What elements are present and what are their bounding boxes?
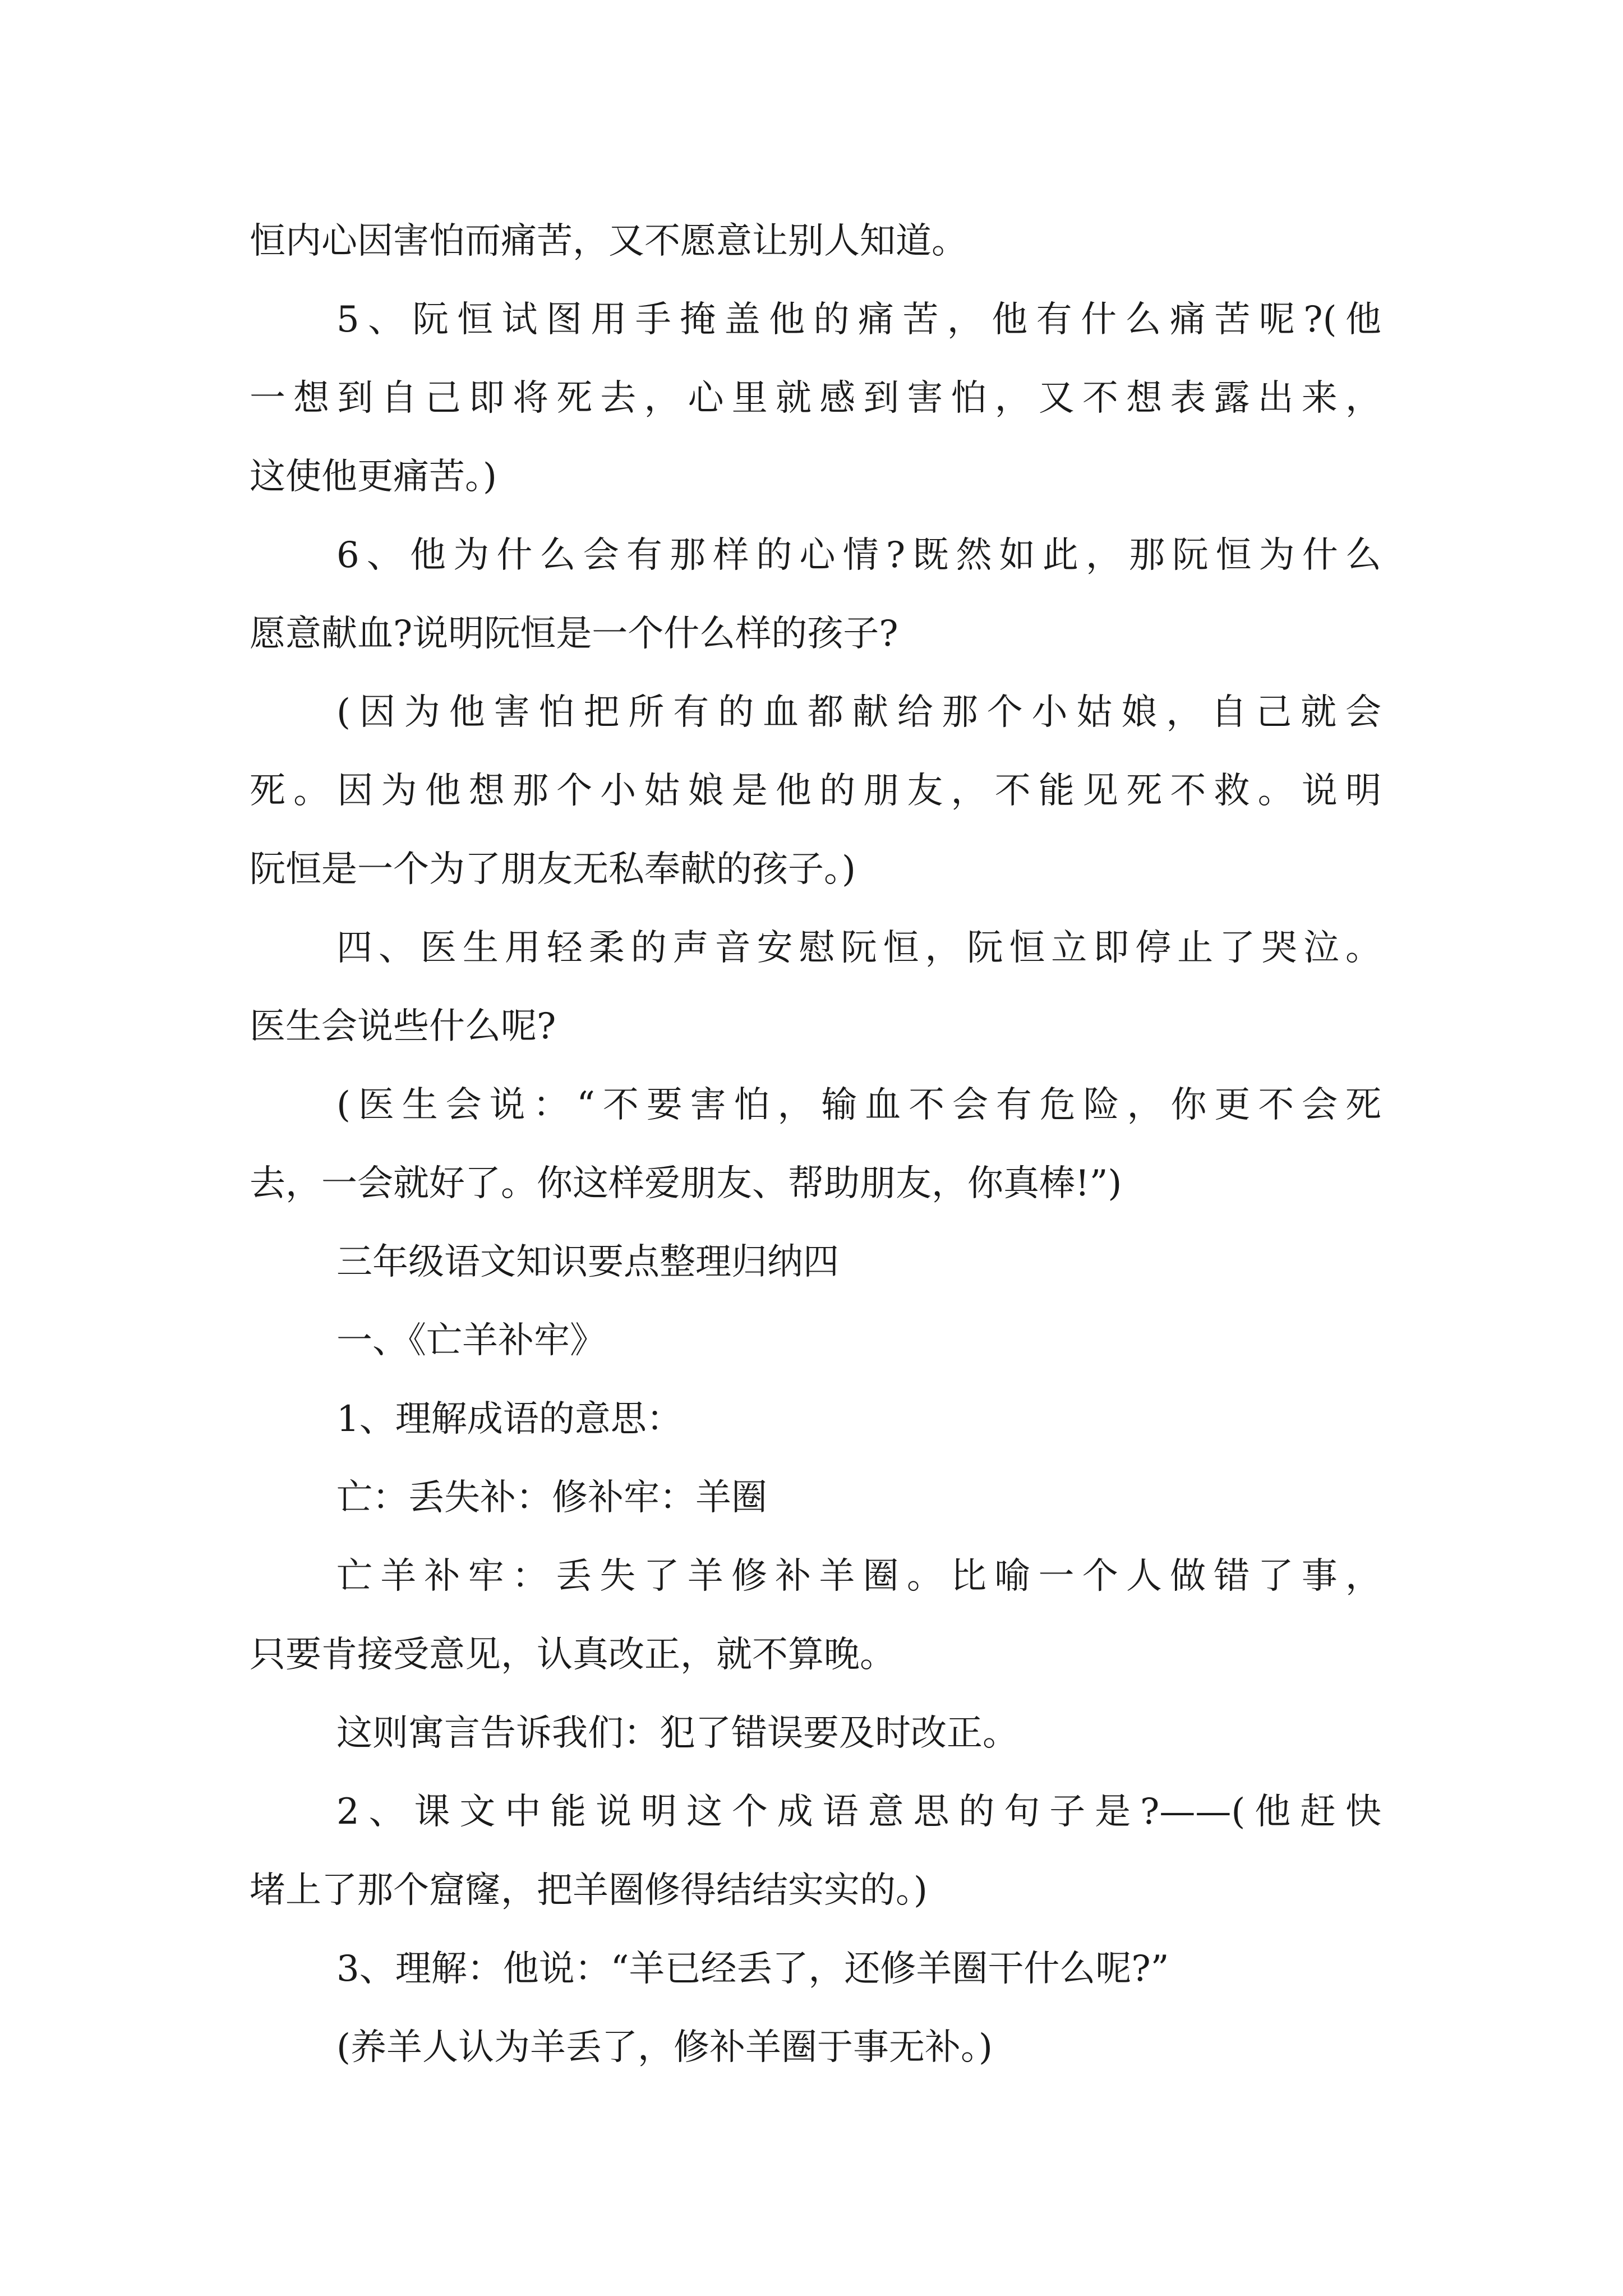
text-line: (因为他害怕把所有的血都献给那个小姑娘，自己就会 (336, 692, 1381, 733)
text-line: 5、阮恒试图用手掩盖他的痛苦，他有什么痛苦呢?(他 (336, 299, 1381, 341)
subsection-heading: 一、《亡羊补牢》 (336, 1320, 606, 1361)
text-line: 医生会说些什么呢? (250, 1006, 556, 1047)
text-line: 四、医生用轻柔的声音安慰阮恒，阮恒立即停止了哭泣。 (336, 927, 1381, 969)
text-line: 愿意献血?说明阮恒是一个什么样的孩子? (250, 613, 898, 655)
text-line: 亡羊补牢：丢失了羊修补羊圈。比喻一个人做错了事， (336, 1556, 1381, 1597)
text-line: 这使他更痛苦。) (250, 456, 497, 498)
text-line: 阮恒是一个为了朋友无私奉献的孩子。) (250, 849, 856, 890)
text-line: 一想到自己即将死去，心里就感到害怕，又不想表露出来， (250, 378, 1381, 419)
text-line: 这则寓言告诉我们：犯了错误要及时改正。 (336, 1713, 1018, 1754)
text-line: 堵上了那个窟窿，把羊圈修得结结实实的。) (250, 1870, 928, 1911)
text-line: 1、理解成语的意思： (336, 1398, 683, 1440)
text-line: 恒内心因害怕而痛苦，又不愿意让别人知道。 (250, 220, 967, 262)
text-line: 亡：丢失补：修补牢：羊圈 (336, 1477, 767, 1519)
text-line: 2、课文中能说明这个成语意思的句子是?——(他赶快 (336, 1791, 1381, 1833)
text-line: (医生会说：“不要害怕，输血不会有危险，你更不会死 (336, 1084, 1381, 1126)
text-line: 死。因为他想那个小姑娘是他的朋友，不能见死不救。说明 (250, 770, 1381, 812)
text-line: 去，一会就好了。你这样爱朋友、帮助朋友，你真棒!”) (250, 1163, 1122, 1204)
section-heading: 三年级语文知识要点整理归纳四 (336, 1241, 839, 1283)
text-line: 只要肯接受意见，认真改正，就不算晚。 (250, 1634, 896, 1676)
text-line: 3、理解：他说：“羊已经丢了，还修羊圈干什么呢?” (336, 1948, 1169, 1990)
text-line: 6、他为什么会有那样的心情?既然如此，那阮恒为什么 (336, 535, 1381, 576)
text-line: (养羊人认为羊丢了，修补羊圈于事无补。) (336, 2027, 993, 2068)
